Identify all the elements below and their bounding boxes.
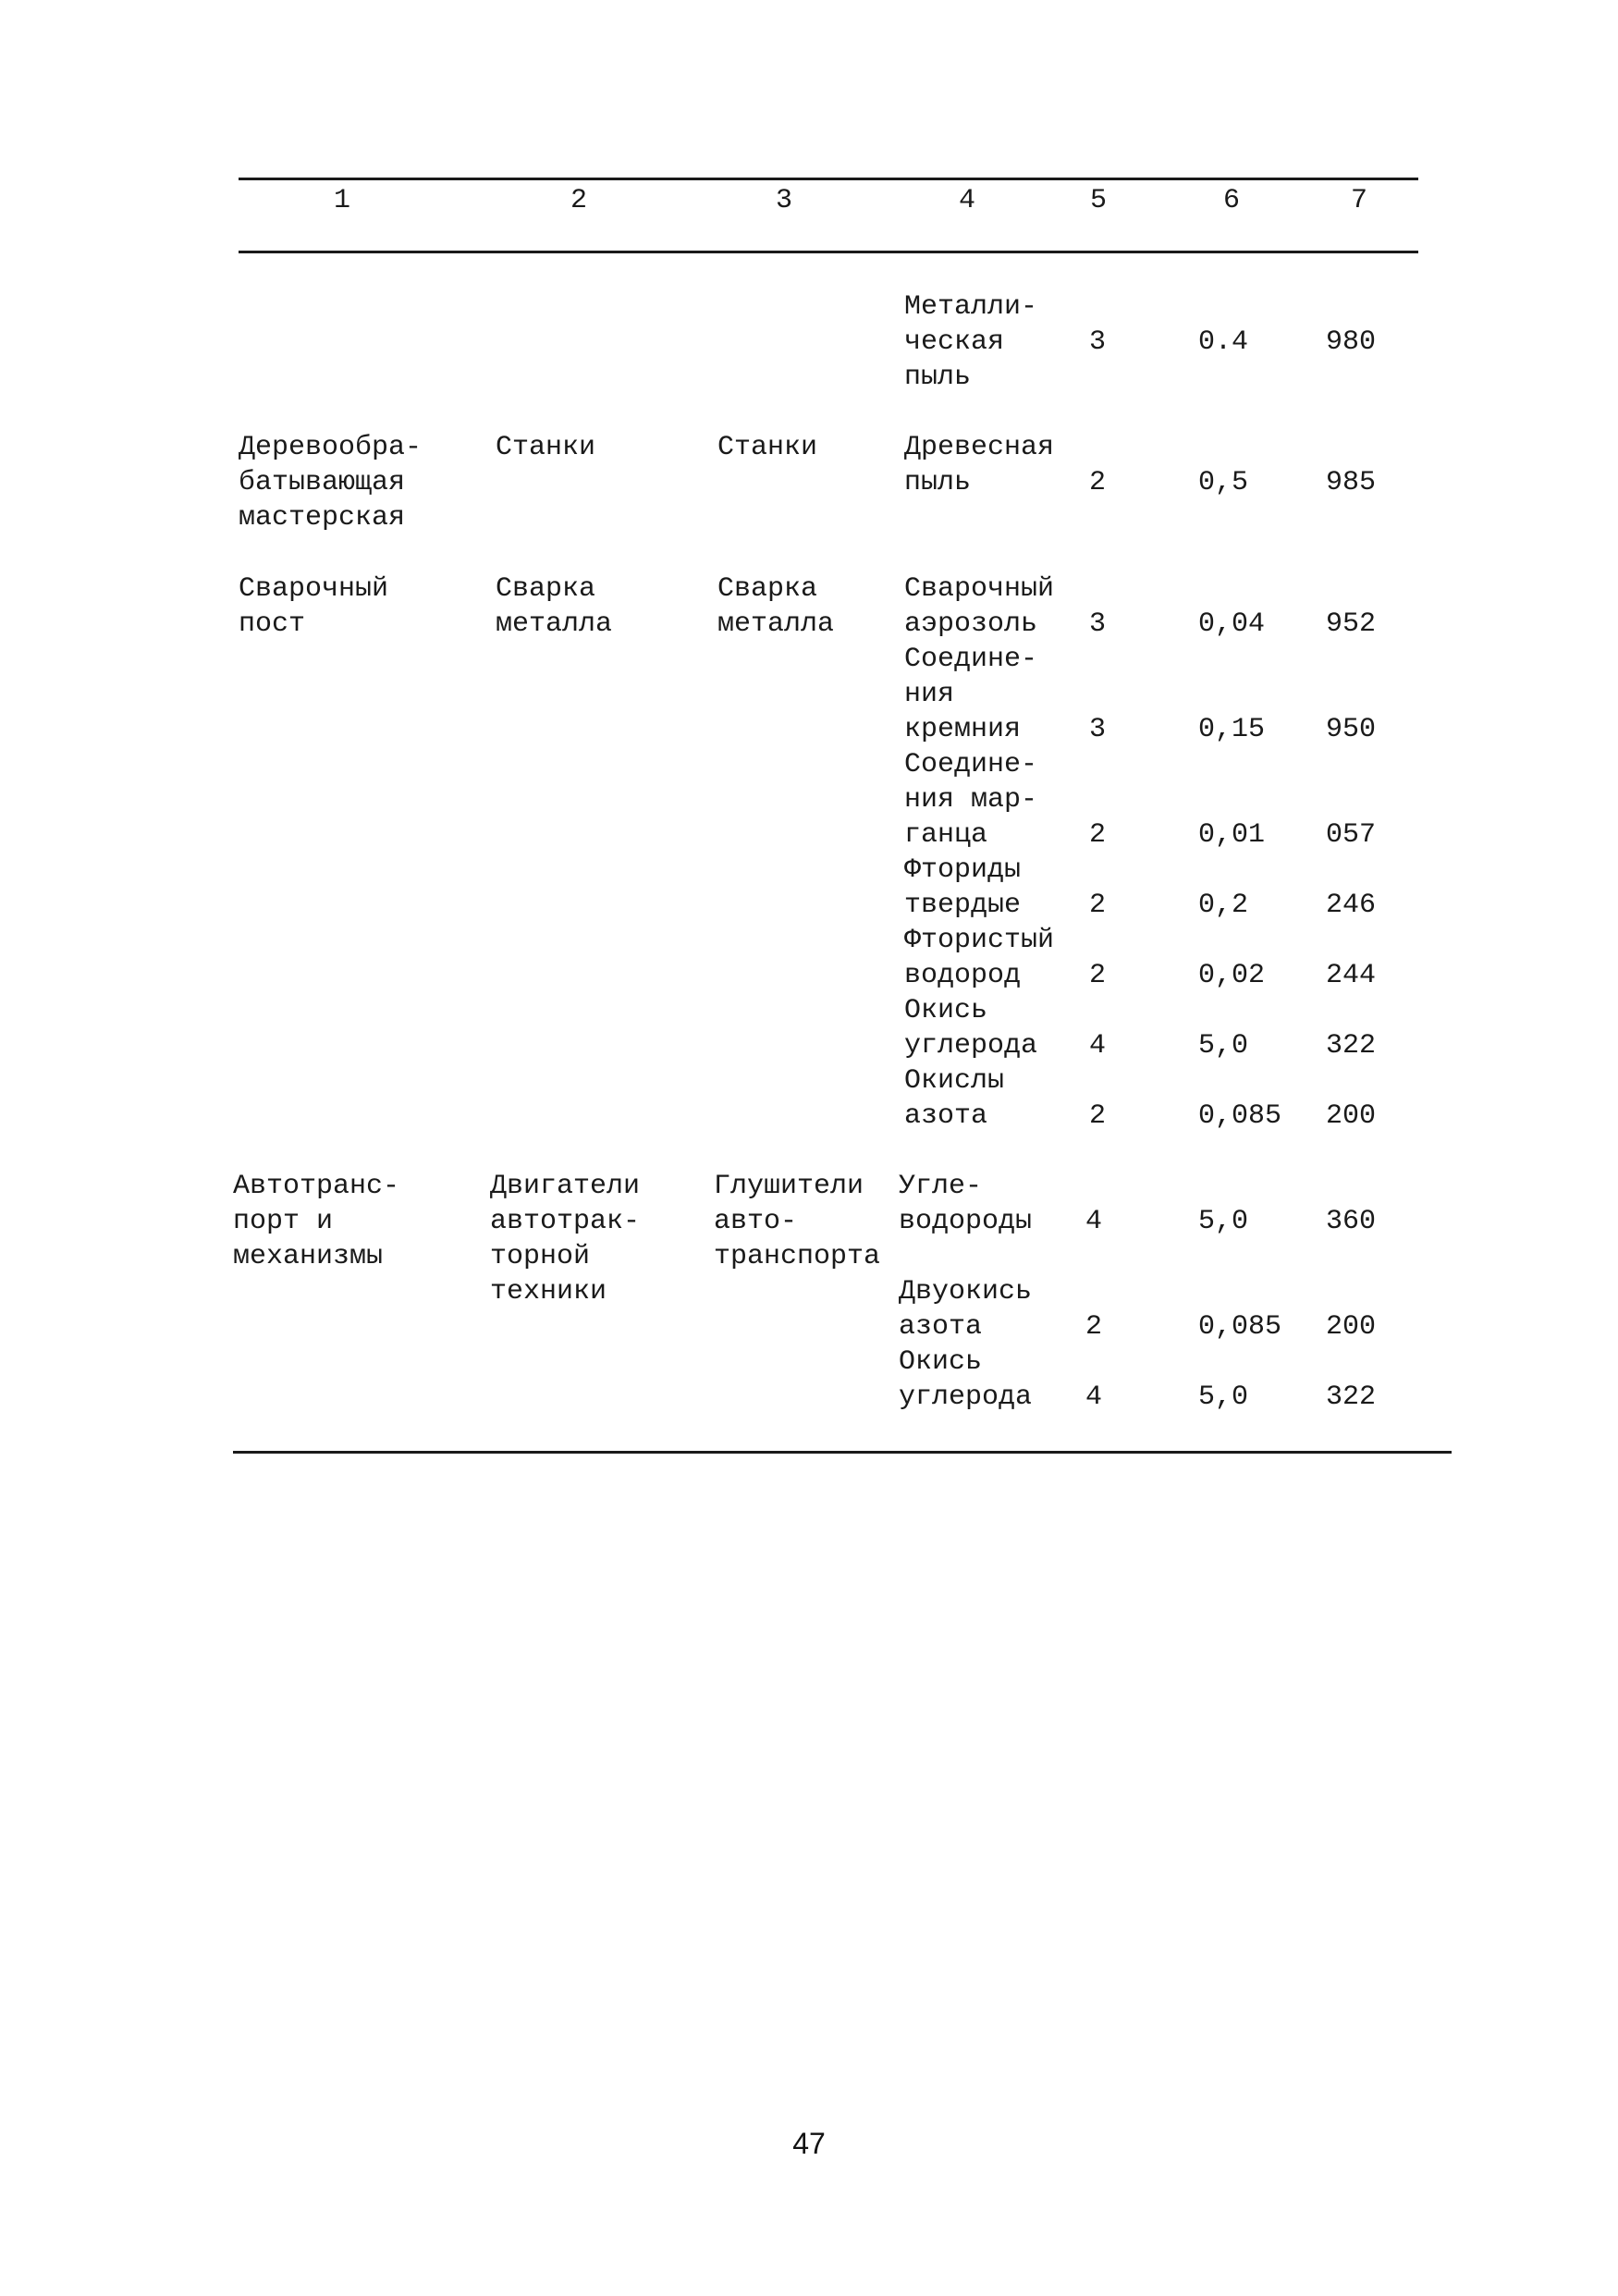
cell-substance: Окись углерода xyxy=(899,1346,1033,1413)
cell-substance: Соедине- ния кремния xyxy=(904,644,1038,745)
cell-class: 4 xyxy=(1085,1381,1103,1413)
cell-substance: Фториды твердые xyxy=(904,854,1022,921)
header-col-7: 7 xyxy=(1350,185,1367,216)
table-bottom-rule xyxy=(233,1451,1452,1454)
cell-substance: Угле- водороды xyxy=(899,1171,1033,1237)
header-col-1: 1 xyxy=(333,185,350,216)
cell-code: 985 xyxy=(1326,467,1377,498)
cell-class: 3 xyxy=(1089,608,1107,640)
cell-class: 2 xyxy=(1089,960,1107,991)
cell-substance: Соедине- ния мар- ганца xyxy=(904,749,1038,851)
cell-value: 0,5 xyxy=(1198,467,1249,498)
cell-code: 057 xyxy=(1326,819,1377,851)
cell-code: 980 xyxy=(1326,326,1377,358)
header-bottom-rule xyxy=(239,251,1418,253)
cell-code: 952 xyxy=(1326,608,1377,640)
cell-value: 0.4 xyxy=(1198,326,1249,358)
header-col-3: 3 xyxy=(775,185,792,216)
table-top-rule xyxy=(239,178,1418,180)
cell-class: 2 xyxy=(1089,467,1107,498)
cell-value: 0,2 xyxy=(1198,890,1249,921)
cell-substance: Окись углерода xyxy=(904,995,1038,1062)
header-col-5: 5 xyxy=(1089,185,1107,216)
cell-emission-source: Сварка металла xyxy=(717,573,835,640)
cell-emission-source: Станки xyxy=(717,432,818,463)
cell-code: 322 xyxy=(1326,1030,1377,1062)
cell-code: 246 xyxy=(1326,890,1377,921)
cell-code: 244 xyxy=(1326,960,1377,991)
cell-class: 2 xyxy=(1089,819,1107,851)
cell-substance: Двуокись азота xyxy=(899,1276,1033,1343)
cell-substance: Фтористый водород xyxy=(904,925,1055,991)
cell-value: 5,0 xyxy=(1198,1030,1249,1062)
header-col-6: 6 xyxy=(1222,185,1240,216)
cell-substance: Древесная пыль xyxy=(904,432,1055,498)
cell-source: Сварочный пост xyxy=(239,573,389,640)
cell-equipment: Двигатели автотрак- торной техники xyxy=(490,1171,641,1308)
cell-value: 0,085 xyxy=(1198,1311,1282,1343)
cell-value: 0,04 xyxy=(1198,608,1266,640)
cell-code: 200 xyxy=(1326,1100,1377,1132)
cell-code: 360 xyxy=(1326,1206,1377,1237)
cell-value: 5,0 xyxy=(1198,1381,1249,1413)
header-col-4: 4 xyxy=(958,185,975,216)
cell-class: 4 xyxy=(1085,1206,1103,1237)
cell-value: 0,01 xyxy=(1198,819,1266,851)
cell-code: 950 xyxy=(1326,714,1377,745)
header-col-2: 2 xyxy=(570,185,587,216)
cell-code: 322 xyxy=(1326,1381,1377,1413)
cell-substance: Металли- ческая пыль xyxy=(904,291,1038,393)
cell-source: Автотранс- порт и механизмы xyxy=(233,1171,400,1272)
cell-class: 2 xyxy=(1089,890,1107,921)
cell-source: Деревообра- батывающая мастерская xyxy=(239,432,423,534)
cell-class: 4 xyxy=(1089,1030,1107,1062)
cell-class: 3 xyxy=(1089,714,1107,745)
cell-class: 2 xyxy=(1089,1100,1107,1132)
cell-class: 3 xyxy=(1089,326,1107,358)
cell-class: 2 xyxy=(1085,1311,1103,1343)
cell-equipment: Сварка металла xyxy=(496,573,613,640)
cell-equipment: Станки xyxy=(496,432,596,463)
cell-substance: Окислы азота xyxy=(904,1065,1005,1132)
cell-substance: Сварочный аэрозоль xyxy=(904,573,1055,640)
cell-emission-source: Глушители авто- транспорта xyxy=(714,1171,881,1272)
cell-value: 0,085 xyxy=(1198,1100,1282,1132)
cell-value: 0,02 xyxy=(1198,960,1266,991)
cell-value: 0,15 xyxy=(1198,714,1266,745)
cell-value: 5,0 xyxy=(1198,1206,1249,1237)
cell-code: 200 xyxy=(1326,1311,1377,1343)
page-number: 47 xyxy=(792,2127,826,2160)
